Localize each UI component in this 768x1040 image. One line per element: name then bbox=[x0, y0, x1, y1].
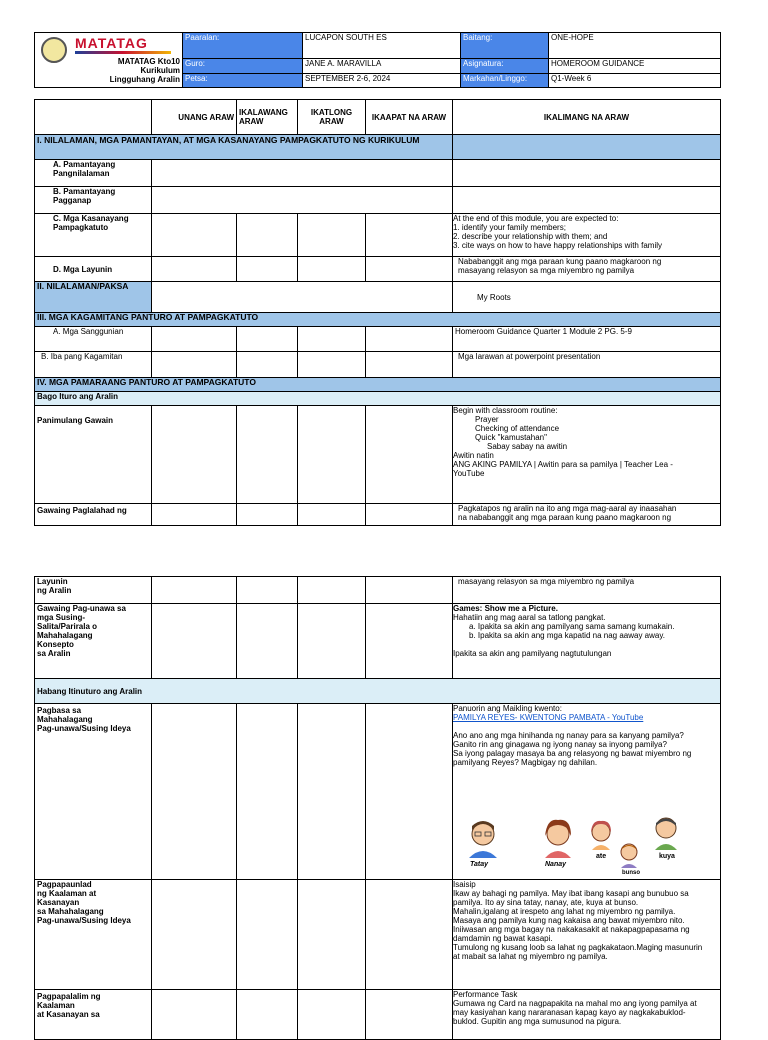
label-tatay: Tatay bbox=[470, 861, 489, 868]
sanggunian-text: Homeroom Guidance Quarter 1 Module 2 PG. 5-9 bbox=[453, 327, 721, 352]
label-markahan: Markahan/Linggo: bbox=[461, 73, 549, 87]
label-kuya: kuya bbox=[659, 853, 675, 860]
paglalahad-text: Pagkatapos ng aralin na ito ang mga mag-aaral ay inaasahan na nababanggit ang mga paraan kung paano magkaroon ng bbox=[453, 504, 721, 526]
col-day1: UNANG ARAW bbox=[152, 100, 237, 135]
value-asignatura: HOMEROOM GUIDANCE bbox=[549, 59, 721, 73]
row-paglalahad: Gawaing Paglalahad ng bbox=[35, 504, 152, 526]
pagpapalalim-text: Performance Task Gumawa ng Card na nagpapakita na mahal mo ang iyong pamilya at may kasiyahan kang nararanasan kapag kayo ay nagkakabuklod- buklod. Gupitin ang mga sumusunod na pigura. bbox=[453, 990, 721, 1040]
pag-unawa-text: Games: Show me a Picture. Hahatiin ang mag aaral sa tatlong pangkat. a. Ipakita sa akin ang pamilyang sama samang kumakain. b. Ipakita sa akin ang mga kapatid na nag aaway away. Ipakita sa akin ang pamilyang nagtutulungan bbox=[453, 604, 721, 679]
row-pamantayang-pagganap: B. Pamantayang Pagganap bbox=[35, 187, 152, 214]
row-kasanayang-pampagkatuto: C. Mga Kasanayang Pampagkatuto bbox=[35, 214, 152, 257]
logo-cell bbox=[35, 33, 183, 88]
section1-title: I. NILALAMAN, MGA PAMANTAYAN, AT MGA KASANAYANG PAMPAGKATUTO NG KURIKULUM bbox=[35, 135, 453, 160]
row-gawaing-pag-unawa: Gawaing Pag-unawa sa mga Susing- Salita/Parirala o Mahahalagang Konsepto sa Aralin bbox=[35, 604, 152, 679]
deped-seal-icon bbox=[41, 37, 67, 63]
matatag-logo: MATATAG bbox=[75, 35, 148, 51]
pagbasa-text: Panuorin ang Maikling kwento: PAMILYA REYES- KWENTONG PAMBATA - YouTube Ano ano ang mga hinihanda ng nanay para sa kanyang pamilya? Ganito rin ang ginagawa ng iyong nanay sa inyong pamilya? Sa iyong palagay masaya ba ang relasyong ng bawat miyembro ng pamilyang Reyes? Magbigay ng dahilan. Tatay Nanay ate kuya bunso bbox=[453, 704, 721, 880]
label-bunso: bunso bbox=[622, 870, 640, 876]
label-asignatura: Asignatura: bbox=[461, 59, 549, 73]
row-layunin-ng-aralin: Layunin ng Aralin bbox=[35, 577, 152, 604]
kagamitan-text: Mga larawan at powerpoint presentation bbox=[453, 352, 721, 378]
lesson-table-page1 bbox=[34, 99, 720, 526]
title-line-3: Lingguhang Aralin bbox=[109, 75, 180, 84]
family-illustration bbox=[461, 814, 713, 878]
bago-ituro-heading: Bago Ituro ang Aralin bbox=[35, 392, 721, 406]
col-day5: IKALIMANG NA ARAW bbox=[453, 100, 721, 135]
row-mga-sanggunian: A. Mga Sanggunian bbox=[35, 327, 152, 352]
value-petsa: SEPTEMBER 2-6, 2024 bbox=[303, 73, 461, 87]
lesson-table-page2 bbox=[34, 576, 720, 1040]
label-guro: Guro: bbox=[183, 59, 303, 73]
section4-title: IV. MGA PAMARAANG PANTURO AT PAMPAGKATUTO bbox=[35, 378, 721, 392]
value-guro: JANE A. MARAVILLA bbox=[303, 59, 461, 73]
panimula-text: Begin with classroom routine: Prayer Checking of attendance Quick "kamustahan" Sabay sabay na awitin Awitin natin ANG AKING PAMILYA | Awitin para sa pamilya | Teacher Lea - YouTube bbox=[453, 406, 721, 504]
label-baitang: Baitang: bbox=[461, 33, 549, 59]
corner-cell bbox=[35, 100, 152, 135]
row-pamantayang-pangnilalaman: A. Pamantayang Pangnilalaman bbox=[35, 160, 152, 187]
title-line-2: Kurikulum bbox=[140, 66, 180, 75]
kasanayan-text: At the end of this module, you are expected to: 1. identify your family members; 2. describe your relationship with them; and 3. cite ways on how to have happy relationships with family bbox=[453, 214, 721, 257]
col-day4: IKAAPAT NA ARAW bbox=[366, 100, 453, 135]
matatag-swoosh bbox=[75, 51, 171, 54]
label-petsa: Petsa: bbox=[183, 73, 303, 87]
layunin-continued-text: masayang relasyon sa mga miyembro ng pamilya bbox=[453, 577, 721, 604]
layunin-text: Nababanggit ang mga paraan kung paano magkaroon ng masayang relasyon sa mga miyembro ng pamilya bbox=[453, 257, 721, 282]
row-pagpapaunlad: Pagpapaunlad ng Kaalaman at Kasanayan sa Mahahalagang Pag-unawa/Susing Ideya bbox=[35, 880, 152, 990]
row-mga-layunin: D. Mga Layunin bbox=[35, 257, 152, 282]
youtube-link[interactable]: PAMILYA REYES- KWENTONG PAMBATA - YouTube bbox=[453, 713, 644, 722]
pagpapaunlad-text: Isaisip Ikaw ay bahagi ng pamilya. May ibat ibang kasapi ang bunubuo sa pamilya. Ito ay sina tatay, nanay, ate, kuya at bunso. Mahalin,igalang at irespeto ang lahat ng miyembro ng pamilya. Masaya ang pamilya kung nag kakaisa ang bawat miyembro nito. Iniiwasan ang mga bagay na nakakasakit at nakapagpapasama ng damdamin ng bawat kasapi. Tumulong ng kusang loob sa lahat ng pagkakataon.Maging masunurin at mabait sa lahat ng miyembro ng pamilya. bbox=[453, 880, 721, 990]
section3-title: III. MGA KAGAMITANG PANTURO AT PAMPAGKATUTO bbox=[35, 313, 721, 327]
col-day3: IKATLONG ARAW bbox=[298, 100, 366, 135]
habang-itinuturo-heading: Habang Itinuturo ang Aralin bbox=[35, 679, 721, 704]
header-block bbox=[34, 32, 720, 88]
value-markahan: Q1-Week 6 bbox=[549, 73, 721, 87]
value-baitang: ONE-HOPE bbox=[549, 33, 721, 59]
label-ate: ate bbox=[596, 853, 607, 860]
row-iba-pang-kagamitan: B. Iba pang Kagamitan bbox=[35, 352, 152, 378]
title-line-1: MATATAG Kto10 bbox=[117, 57, 180, 66]
value-paaralan: LUCAPON SOUTH ES bbox=[303, 33, 461, 59]
family-members-icon bbox=[461, 814, 713, 878]
row-panimulang-gawain: Panimulang Gawain bbox=[35, 406, 152, 504]
row-pagpapalalim: Pagpapalalim ng Kaalaman at Kasanayan sa bbox=[35, 990, 152, 1040]
label-nanay: Nanay bbox=[545, 861, 567, 868]
col-day2: IKALAWANG ARAW bbox=[237, 100, 298, 135]
row-pagbasa: Pagbasa sa Mahahalagang Pag-unawa/Susing Ideya bbox=[35, 704, 152, 880]
section2-title: II. NILALAMAN/PAKSA bbox=[35, 282, 152, 313]
label-paaralan: Paaralan: bbox=[183, 33, 303, 59]
nilalaman-text: My Roots bbox=[453, 282, 721, 313]
